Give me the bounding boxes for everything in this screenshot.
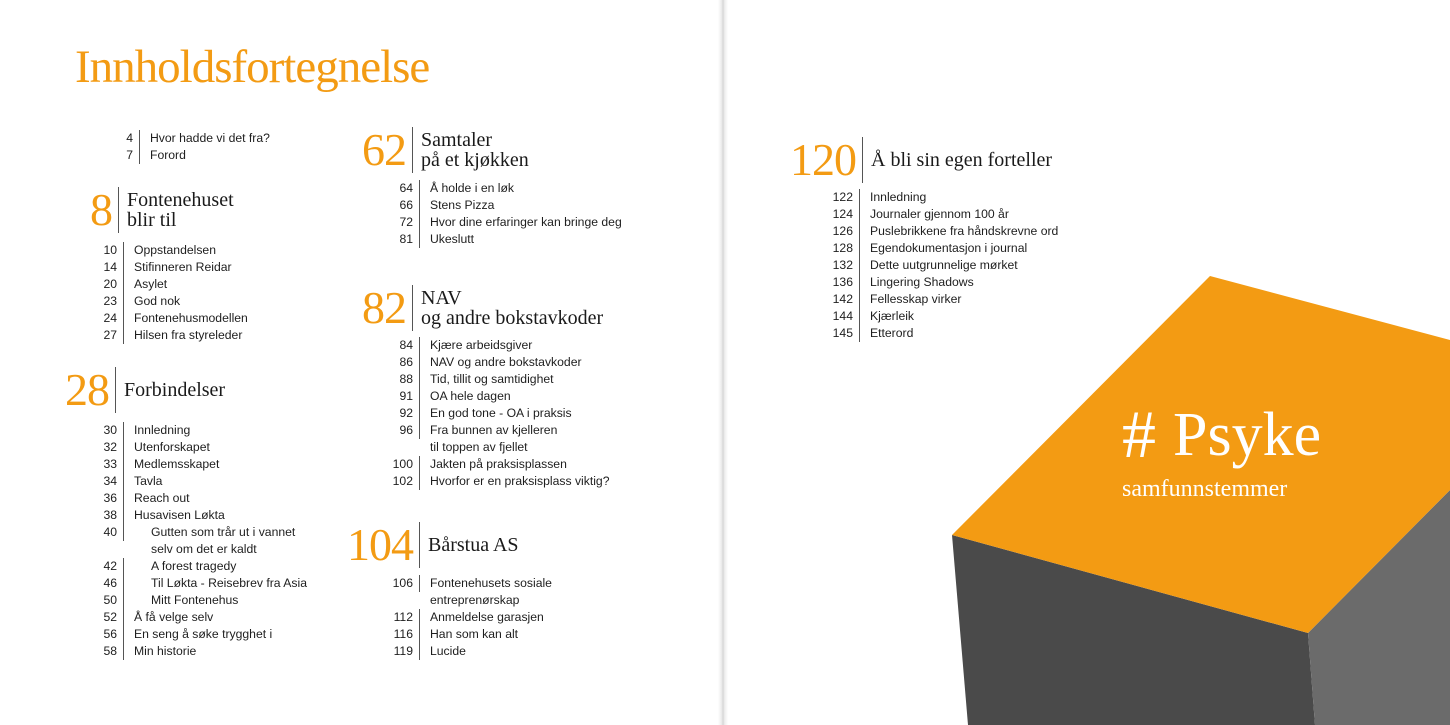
section-number: 82 xyxy=(362,282,406,333)
toc-entry[interactable]: 4 Hvor hadde vi det fra? xyxy=(100,130,270,147)
toc-entry[interactable]: 36 Reach out xyxy=(84,490,307,507)
toc-entry[interactable]: 56 En seng å søke trygghet i xyxy=(84,626,307,643)
toc-entry[interactable]: 128 Egendokumentasjon i journal xyxy=(820,240,1058,257)
section-heading-62[interactable] xyxy=(362,124,529,175)
toc-entry[interactable]: 46 Til Løkta - Reisebrev fra Asia xyxy=(84,575,307,592)
toc-entry[interactable]: 112 Anmeldelse garasjen xyxy=(380,609,552,626)
toc-entry[interactable]: 50 Mitt Fontenehus xyxy=(84,592,307,609)
section-number: 104 xyxy=(347,519,413,570)
section-title: Bårstua AS xyxy=(428,534,519,556)
section-104-list xyxy=(380,575,552,660)
toc-entry[interactable]: 14 Stifinneren Reidar xyxy=(84,259,248,276)
section-title: Fontenehuset blir til xyxy=(127,189,234,231)
section-title: Samtaler på et kjøkken xyxy=(421,129,529,171)
toc-entry[interactable]: 126 Puslebrikkene fra håndskrevne ord xyxy=(820,223,1058,240)
toc-entry[interactable]: 42 A forest tragedy xyxy=(84,558,307,575)
toc-entry[interactable]: 66 Stens Pizza xyxy=(380,197,622,214)
toc-entry[interactable]: 64 Å holde i en løk xyxy=(380,180,622,197)
page-title: Innholdsfortegnelse xyxy=(75,41,430,93)
section-62-list xyxy=(380,180,622,248)
section-heading-82[interactable] xyxy=(362,282,604,333)
toc-entry[interactable]: 86 NAV og andre bokstavkoder xyxy=(380,354,610,371)
right-page xyxy=(728,0,1450,725)
toc-entry[interactable]: 136 Lingering Shadows xyxy=(820,274,1058,291)
section-heading-28[interactable] xyxy=(65,364,226,415)
section-heading-8[interactable] xyxy=(90,184,234,235)
section-number: 62 xyxy=(362,124,406,175)
toc-entry[interactable]: 81 Ukeslutt xyxy=(380,231,622,248)
left-page xyxy=(0,0,722,725)
toc-entry[interactable]: 100 Jakten på praksisplassen xyxy=(380,456,610,473)
toc-entry[interactable]: 124 Journaler gjennom 100 år xyxy=(820,206,1058,223)
section-number: 28 xyxy=(65,364,109,415)
toc-entry[interactable]: 7 Forord xyxy=(100,147,270,164)
brand-subtitle: samfunnstemmer xyxy=(1122,476,1288,502)
toc-entry[interactable]: 102 Hvorfor er en praksisplass viktig? xyxy=(380,473,610,490)
intro-list xyxy=(100,130,270,164)
toc-entry[interactable]: 27 Hilsen fra styreleder xyxy=(84,327,248,344)
cube-graphic xyxy=(728,0,1450,725)
section-82-list xyxy=(380,337,610,490)
section-number: 8 xyxy=(90,184,112,235)
toc-entry[interactable]: 145 Etterord xyxy=(820,325,1058,342)
toc-entry[interactable]: 32 Utenforskapet xyxy=(84,439,307,456)
toc-entry[interactable]: 72 Hvor dine erfaringer kan bringe deg xyxy=(380,214,622,231)
toc-entry[interactable]: 38 Husavisen Løkta xyxy=(84,507,307,524)
toc-entry[interactable]: 10 Oppstandelsen xyxy=(84,242,248,259)
section-heading-104[interactable] xyxy=(347,519,519,570)
book-gutter xyxy=(718,0,728,725)
toc-entry[interactable]: 142 Fellesskap virker xyxy=(820,291,1058,308)
toc-entry[interactable]: 20 Asylet xyxy=(84,276,248,293)
brand-hash-symbol: # xyxy=(1122,396,1156,472)
toc-entry[interactable]: 33 Medlemsskapet xyxy=(84,456,307,473)
toc-entry[interactable]: 24 Fontenehusmodellen xyxy=(84,310,248,327)
toc-entry[interactable]: 92 En god tone - OA i praksis xyxy=(380,405,610,422)
toc-entry[interactable]: 106 Fontenehusets sosiale entreprenørskap xyxy=(380,575,552,609)
section-heading-120[interactable] xyxy=(790,134,1053,185)
toc-entry[interactable]: 88 Tid, tillit og samtidighet xyxy=(380,371,610,388)
section-28-list xyxy=(84,422,307,660)
section-title: NAV og andre bokstavkoder xyxy=(421,287,604,329)
section-title: Forbindelser xyxy=(124,379,226,401)
toc-entry[interactable]: 58 Min historie xyxy=(84,643,307,660)
section-title: Å bli sin egen forteller xyxy=(871,149,1053,171)
toc-entry[interactable]: 119 Lucide xyxy=(380,643,552,660)
toc-entry[interactable]: 34 Tavla xyxy=(84,473,307,490)
toc-entry[interactable]: 23 God nok xyxy=(84,293,248,310)
toc-entry[interactable]: 91 OA hele dagen xyxy=(380,388,610,405)
toc-entry[interactable]: 96 Fra bunnen av kjelleren til toppen av fjellet xyxy=(380,422,610,456)
brand-name: Psyke xyxy=(1173,401,1322,469)
toc-entry[interactable]: 144 Kjærleik xyxy=(820,308,1058,325)
toc-entry[interactable]: 30 Innledning xyxy=(84,422,307,439)
toc-entry[interactable]: 122 Innledning xyxy=(820,189,1058,206)
toc-entry[interactable]: 132 Dette uutgrunnelige mørket xyxy=(820,257,1058,274)
toc-entry[interactable]: 40 Gutten som trår ut i vannet selv om det er kaldt xyxy=(84,524,307,558)
toc-entry[interactable]: 84 Kjære arbeidsgiver xyxy=(380,337,610,354)
section-120-list xyxy=(820,189,1058,342)
section-number: 120 xyxy=(790,134,856,185)
section-8-list xyxy=(84,242,248,344)
toc-entry[interactable]: 52 Å få velge selv xyxy=(84,609,307,626)
toc-entry[interactable]: 116 Han som kan alt xyxy=(380,626,552,643)
